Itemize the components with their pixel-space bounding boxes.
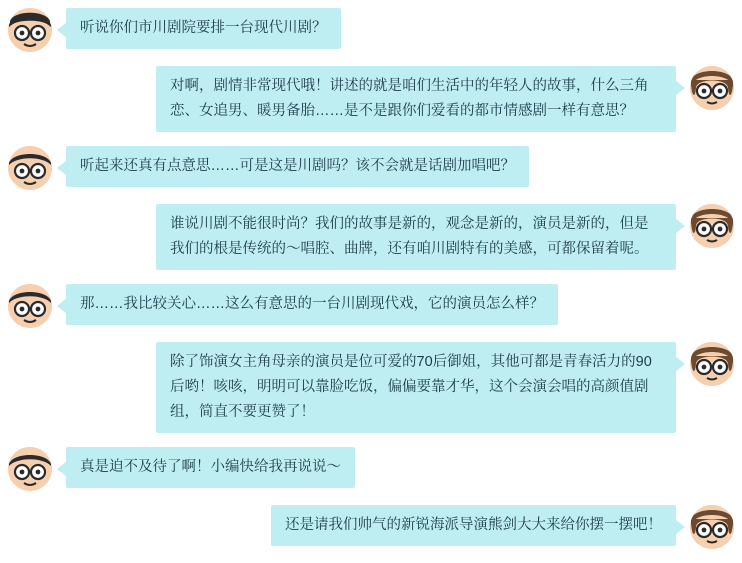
chat-message-row [0,342,742,433]
chat-message-text: 对啊，剧情非常现代哦！讲述的就是咱们生活中的年轻人的故事，什么三角恋、女追男、暖男备胎……是不是跟你们爱看的都市情感剧一样有意思？ [170,78,649,119]
chat-message-text: 除了饰演女主角母亲的演员是位可爱的70后御姐，其他可都是青春活力的90后哟！咳咳，明明可以靠脸吃饭，偏偏要靠才华，这个会演会唱的高颜值剧组，简直不要更赞了！ [170,354,652,420]
avatar-boy-icon [8,284,52,328]
avatar-boy-icon [8,447,52,491]
avatar-girl-icon [690,204,734,248]
chat-message-text: 谁说川剧不能很时尚？我们的故事是新的，观念是新的，演员是新的，但是我们的根是传统的～唱腔、曲牌，还有咱川剧特有的美感，可都保留着呢。 [170,216,649,257]
avatar-girl-icon [690,66,734,110]
chat-message-row [0,447,742,491]
chat-message-row [0,284,742,328]
chat-message-text: 真是迫不及待了啊！小编快给我再说说～ [80,459,341,475]
chat-message-row [0,66,742,132]
avatar-girl-icon [690,342,734,386]
chat-message-row [0,8,742,52]
avatar-boy-icon [8,8,52,52]
chat-bubble [271,505,676,546]
chat-message-row [0,204,742,270]
chat-bubble [66,284,558,325]
chat-bubble [66,8,341,49]
chat-message-text: 还是请我们帅气的新锐海派导演熊剑大大来给你摆一摆吧！ [285,517,662,533]
chat-bubble [66,447,355,488]
chat-bubble [156,66,676,132]
chat-message-row [0,505,742,549]
chat-message-text: 听说你们市川剧院要排一台现代川剧？ [80,20,327,36]
chat-bubble [66,146,529,187]
chat-bubble [156,342,676,433]
chat-message-row [0,146,742,190]
chat-message-text: 听起来还真有点意思……可是这是川剧吗？该不会就是话剧加唱吧？ [80,158,515,174]
chat-bubble [156,204,676,270]
chat-message-text: 那……我比较关心……这么有意思的一台川剧现代戏，它的演员怎么样？ [80,296,544,312]
avatar-girl-icon [690,505,734,549]
avatar-boy-icon [8,146,52,190]
